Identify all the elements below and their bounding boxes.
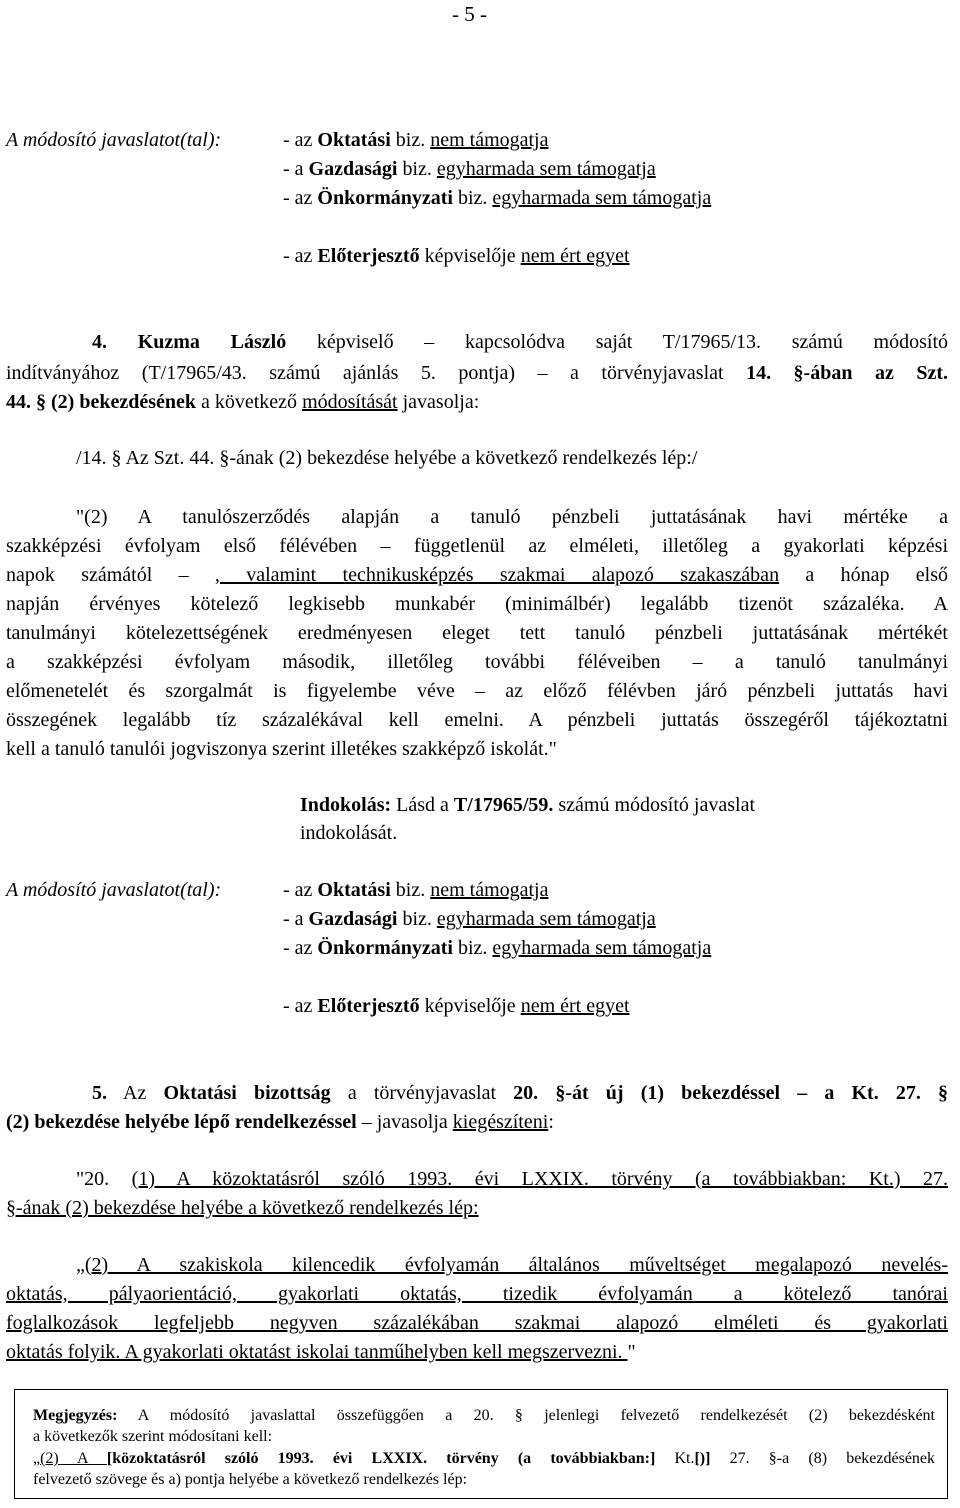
opinion-line: - a Gazdasági biz. egyharmada sem támogatja (283, 158, 656, 180)
page-number: - 5 - (452, 2, 487, 26)
presenter-opinion: - az Előterjesztő képviselője nem ért egyet (283, 995, 630, 1017)
note-line: Megjegyzés: A módosító javaslattal összefüggően a 20. § jelenlegi felvezető rendelkezését (2) bekezdésként (33, 1407, 935, 1424)
opinion-line: - az Oktatási biz. nem támogatja (283, 879, 549, 901)
note-line: a következők szerint módosítani kell: (33, 1428, 273, 1445)
note-line: „(2) A [közoktatásról szóló 1993. évi LXXIX. törvény (a továbbiakban:] Kt.[)] 27. §-a (8) bekezdésének (33, 1450, 936, 1467)
amendment-text-line: kell a tanuló tanulói jogviszonya szerint illetékes szakképző iskolát." (6, 738, 557, 760)
item-5-line-1: 5. Az Oktatási bizottság a törvényjavaslat 20. §-át új (1) bekezdéssel – a Kt. 27. § (92, 1082, 949, 1104)
opinion-line: - az Oktatási biz. nem támogatja (283, 129, 549, 151)
amendment-text-line: napok számától – , valamint technikusképzés szakmai alapozó szakaszában a hónap első (6, 564, 948, 586)
amendment-text-line: előmenetelét és szorgalmát is figyelembe véve – az előző félévben járó pénzbeli juttatás havi (6, 680, 948, 702)
item-4-line-2: indítványához (T/17965/43. számú ajánlás 5. pontja) – a törvényjavaslat 14. §-ában az Szt. (6, 362, 948, 384)
opinion-label: A módosító javaslatot(tal): (6, 129, 222, 151)
quoted-provision-line: foglalkozások legfeljebb negyven százalékában szakmai alapozó elméleti és gyakorlati (6, 1312, 948, 1334)
amendment-text-line: napján érvényes kötelező legkisebb munkabér (minimálbér) legalább tizenöt százaléka. A (6, 593, 948, 615)
note-box (14, 1389, 948, 1499)
presenter-opinion: - az Előterjesztő képviselője nem ért egyet (283, 245, 630, 267)
opinion-line: - az Önkormányzati biz. egyharmada sem támogatja (283, 187, 712, 209)
justification-line-2: indokolását. (300, 822, 398, 844)
opinion-line: - az Önkormányzati biz. egyharmada sem támogatja (283, 937, 712, 959)
item-4-line-3: 44. § (2) bekezdésének a következő módosítását javasolja: (6, 391, 480, 413)
amendment-text-line: "(2) A tanulószerződés alapján a tanuló pénzbeli juttatásának havi mértéke a (76, 506, 948, 528)
quoted-provision-line: §-ának (2) bekezdése helyébe a következő rendelkezés lép: (6, 1197, 479, 1219)
item-5-line-2: (2) bekezdése helyébe lépő rendelkezéssel – javasolja kiegészíteni: (6, 1111, 554, 1133)
note-line: felvezető szövege és a) pontja helyébe a következő rendelkezés lép: (33, 1471, 468, 1488)
quoted-provision-line: "20. (1) A közoktatásról szóló 1993. évi LXXIX. törvény (a továbbiakban: Kt.) 27. (76, 1168, 948, 1190)
justification: Indokolás: Lásd a T/17965/59. számú módosító javaslat (300, 794, 756, 816)
amendment-text-line: a szakképzési évfolyam második, illetőleg további féléveiben – a tanuló tanulmányi (6, 651, 948, 673)
quoted-provision-line: „(2) A szakiskola kilencedik évfolyamán általános műveltséget megalapozó nevelés- (76, 1254, 948, 1276)
item-4-line-1: 4. Kuzma László képviselő – kapcsolódva saját T/17965/13. számú módosító (92, 331, 949, 353)
amendment-text-line: szakképzési évfolyam első félévében – függetlenül az elméleti, illetőleg a gyakorlati képzési (6, 535, 948, 557)
quoted-provision-line: oktatás, pályaorientáció, gyakorlati oktatás, tizedik évfolyamán a kötelező tanórai (6, 1283, 948, 1305)
amendment-heading: /14. § Az Szt. 44. §-ának (2) bekezdése helyébe a következő rendelkezés lép:/ (76, 447, 698, 469)
amendment-text-line: tanulmányi kötelezettségének eredményesen eleget tett tanuló pénzbeli juttatásának mértékét (6, 622, 948, 644)
opinion-label: A módosító javaslatot(tal): (6, 879, 222, 901)
amendment-text-line: összegének legalább tíz százalékával kell emelni. A pénzbeli juttatás összegéről tájékoztatni (6, 709, 948, 731)
quoted-provision-line: oktatás folyik. A gyakorlati oktatást iskolai tanműhelyben kell megszervezni. " (6, 1341, 636, 1363)
opinion-line: - a Gazdasági biz. egyharmada sem támogatja (283, 908, 656, 930)
